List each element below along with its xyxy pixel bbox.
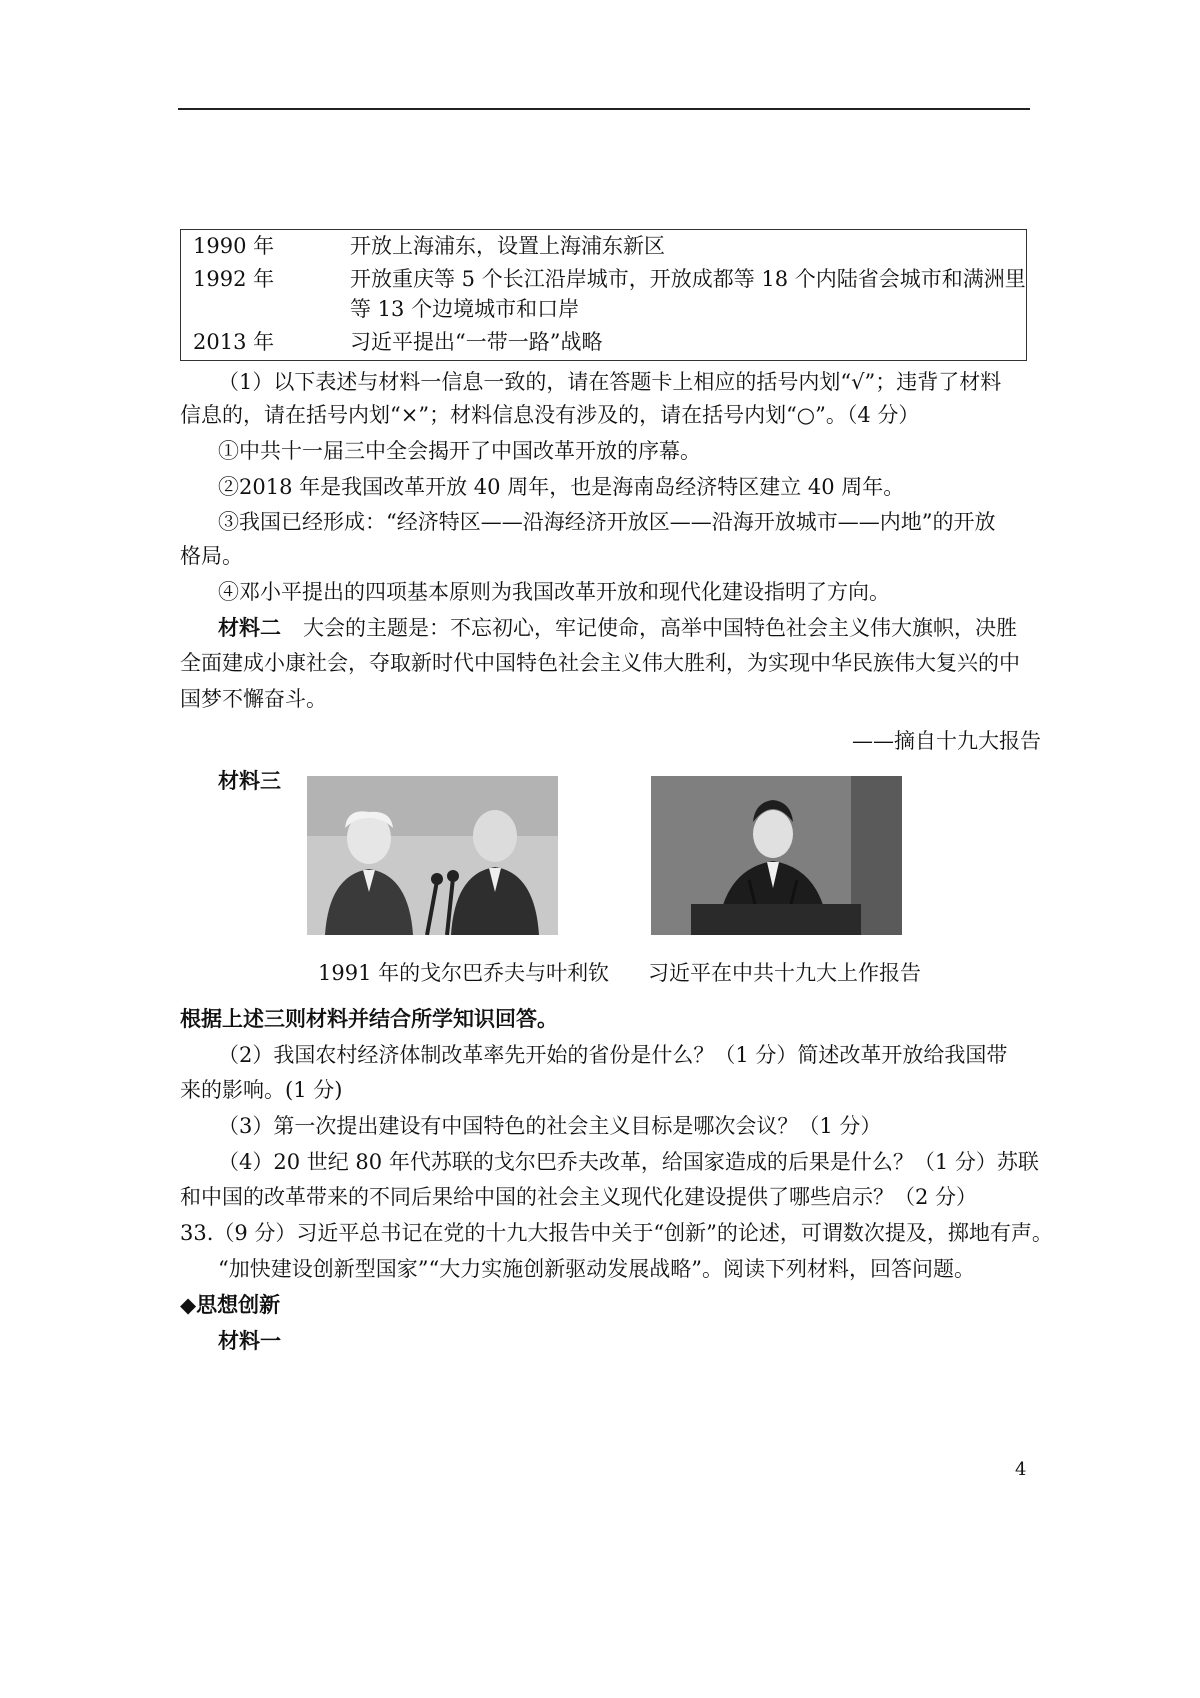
photo-xi-report	[651, 776, 902, 935]
timeline-year: 2013 年	[193, 330, 275, 354]
material2-label: 材料二	[218, 615, 281, 640]
timeline-year: 1990 年	[193, 234, 275, 258]
header-rule	[178, 108, 1030, 110]
q1-line: （1）以下表述与材料一信息一致的，请在答题卡上相应的括号内划“√”；违背了材料	[218, 370, 1002, 394]
material3-label: 材料三	[218, 768, 281, 793]
q1-line: 信息的，请在括号内划“×”；材料信息没有涉及的，请在括号内划“○”。（4 分）	[180, 403, 920, 427]
q4-line: （4）20 世纪 80 年代苏联的戈尔巴乔夫改革，给国家造成的后果是什么？（1 分）苏联	[218, 1150, 1039, 1174]
caption-right: 习近平在中共十九大上作报告	[648, 961, 921, 985]
statement: ②2018 年是我国改革开放 40 周年，也是海南岛经济特区建立 40 周年。	[218, 475, 905, 499]
timeline-year: 1992 年	[193, 267, 275, 291]
timeline-text: 开放上海浦东，设置上海浦东新区	[350, 234, 665, 258]
timeline-text-cont: 等 13 个边境城市和口岸	[350, 297, 580, 321]
q2-line: （2）我国农村经济体制改革率先开始的省份是什么？（1 分）简述改革开放给我国带	[218, 1043, 1008, 1067]
material1-label: 材料一	[218, 1328, 281, 1353]
photo-gorbachev-yeltsin-image	[307, 776, 558, 935]
statement: ④邓小平提出的四项基本原则为我国改革开放和现代化建设指明了方向。	[218, 580, 890, 604]
q4-line: 和中国的改革带来的不同后果给中国的社会主义现代化建设提供了哪些启示？（2 分）	[180, 1185, 978, 1209]
statement: ①中共十一届三中全会揭开了中国改革开放的序幕。	[218, 439, 701, 463]
material2-line: 国梦不懈奋斗。	[180, 687, 327, 711]
timeline-text: 习近平提出“一带一路”战略	[350, 330, 603, 354]
photo-xi-report-image	[651, 776, 902, 935]
q2-line: 来的影响。(1 分)	[180, 1078, 343, 1102]
material2-text: 大会的主题是：不忘初心，牢记使命，高举中国特色社会主义伟大旗帜，决胜	[303, 616, 1017, 640]
caption-left: 1991 年的戈尔巴乔夫与叶利钦	[318, 961, 610, 985]
section-heading: ◆思想创新	[180, 1292, 281, 1317]
q33-line: “加快建设创新型国家”“大力实施创新驱动发展战略”。阅读下列材料，回答问题。	[218, 1257, 975, 1281]
page-number: 4	[1015, 1459, 1027, 1480]
q33-line: 33.（9 分）习近平总书记在党的十九大报告中关于“创新”的论述，可谓数次提及，掷地有声。	[180, 1221, 1053, 1245]
material2-source: ——摘自十九大报告	[852, 729, 1041, 753]
instruction: 根据上述三则材料并结合所学知识回答。	[180, 1006, 558, 1031]
material2-line	[218, 613, 1017, 643]
timeline-text: 开放重庆等 5 个长江沿岸城市，开放成都等 18 个内陆省会城市和满洲里	[350, 267, 1026, 291]
photo-gorbachev-yeltsin	[307, 776, 558, 935]
statement: 格局。	[180, 544, 243, 568]
statement: ③我国已经形成：“经济特区——沿海经济开放区——沿海开放城市——内地”的开放	[218, 510, 996, 534]
material2-line: 全面建成小康社会，夺取新时代中国特色社会主义伟大胜利，为实现中华民族伟大复兴的中	[180, 651, 1020, 675]
q3-line: （3）第一次提出建设有中国特色的社会主义目标是哪次会议？（1 分）	[218, 1114, 882, 1138]
timeline-table	[180, 229, 1027, 361]
